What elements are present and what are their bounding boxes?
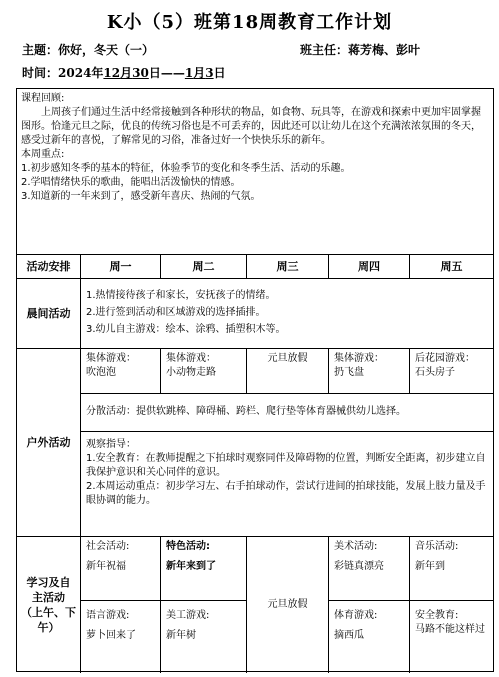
topic-line bbox=[22, 41, 154, 58]
game-name: 小动物走路 bbox=[166, 367, 216, 378]
activity-name: 新年祝福 bbox=[86, 561, 126, 572]
outdoor-label: 户外活动 bbox=[17, 349, 81, 537]
learning-tue-bottom bbox=[161, 601, 247, 673]
outdoor-game-tue bbox=[161, 349, 247, 394]
time-day-word: 日 bbox=[213, 66, 226, 80]
time-day-end: 3 bbox=[205, 66, 214, 80]
header-thu: 周四 bbox=[329, 255, 410, 279]
game-name: 吹泡泡 bbox=[86, 367, 116, 378]
topic-value: 你好，冬天（一） bbox=[58, 43, 155, 57]
activity-title: 美工游戏: bbox=[166, 610, 210, 621]
intro-section bbox=[17, 89, 493, 255]
game-title: 集体游戏： bbox=[86, 353, 136, 364]
outdoor-game-fri bbox=[410, 349, 493, 394]
morning-content bbox=[81, 279, 493, 349]
outdoor-guidance bbox=[81, 432, 493, 537]
learning-wed: 元旦放假 bbox=[247, 537, 329, 673]
learning-mon-top bbox=[81, 537, 161, 601]
activity-title: 语言游戏: bbox=[86, 610, 130, 621]
learning-label-line: 主活动 bbox=[32, 591, 65, 604]
plan-table bbox=[16, 88, 494, 672]
morning-item: 2.进行签到活动和区域游戏的选择插排。 bbox=[86, 307, 266, 318]
time-day-start: 30 bbox=[132, 66, 149, 80]
activity-name: 新年来到了 bbox=[166, 561, 216, 572]
learning-thu-bottom bbox=[329, 601, 410, 673]
time-month-word-end: 月 bbox=[193, 66, 206, 80]
teachers-line bbox=[300, 41, 420, 58]
activity-title: 美术活动: bbox=[334, 541, 378, 552]
game-name: 石头房子 bbox=[415, 367, 455, 378]
header-activity: 活动安排 bbox=[17, 255, 81, 279]
activity-name: 马路不能这样过 bbox=[415, 624, 485, 635]
learning-thu-top bbox=[329, 537, 410, 601]
topic-label: 主题： bbox=[22, 43, 59, 57]
outdoor-game-mon bbox=[81, 349, 161, 394]
learning-label-line: （上午、下 bbox=[21, 606, 76, 619]
focus-item: 3.知道新的一年来到了，感受新年喜庆、热闹的气氛。 bbox=[21, 191, 261, 202]
activity-title: 体育游戏: bbox=[334, 610, 378, 621]
header-mon: 周一 bbox=[81, 255, 161, 279]
time-line bbox=[22, 64, 226, 81]
focus-item: 1.初步感知冬季的基本的特征，体验季节的变化和冬季生活、活动的乐趣。 bbox=[21, 163, 351, 174]
learning-fri-top bbox=[410, 537, 493, 601]
morning-item: 3.幼儿自主游戏：绘本、涂鸦、插塑积木等。 bbox=[86, 324, 286, 335]
review-paragraph: 上周孩子们通过生活中经常接触到各种形状的物品，如食物、玩具等，在游戏和探索中更加牢固掌握图形。恰逢元旦之际，优良的传统习俗也是不可丢弃的，因此还可以让幼儿在这个充满浓浓氛围的冬天，感受过新年的喜悦，了解常见的习俗，准备过好一个快快乐乐的新年。 bbox=[21, 107, 481, 146]
time-label: 时间： bbox=[22, 66, 59, 80]
teachers-value: 蒋芳梅、彭叶 bbox=[348, 43, 421, 57]
activity-name: 彩链真漂亮 bbox=[334, 561, 384, 572]
time-month-word: 月 bbox=[120, 66, 133, 80]
game-name: 扔飞盘 bbox=[334, 367, 364, 378]
game-title: 集体游戏： bbox=[334, 353, 384, 364]
activity-title: 特色活动: bbox=[166, 541, 210, 552]
time-month-end: 1 bbox=[184, 66, 194, 80]
learning-mon-bottom bbox=[81, 601, 161, 673]
focus-item: 2.学唱情绪快乐的歌曲，能唱出活泼愉快的情感。 bbox=[21, 177, 241, 188]
activity-title: 音乐活动: bbox=[415, 541, 459, 552]
activity-name: 萝卜回来了 bbox=[86, 630, 136, 641]
page-title: K小（5）班第18周教育工作计划 bbox=[106, 12, 393, 33]
activity-name: 新年树 bbox=[166, 630, 196, 641]
game-title: 后花园游戏： bbox=[415, 353, 475, 364]
header-wed: 周三 bbox=[247, 255, 329, 279]
activity-title: 社会活动: bbox=[86, 541, 130, 552]
outdoor-group-activity: 分散活动：提供软跳棒、障碍桶、跨栏、爬行垫等体育器械供幼儿选择。 bbox=[81, 394, 493, 432]
game-title: 元旦放假 bbox=[267, 353, 308, 364]
outdoor-game-wed bbox=[247, 349, 329, 394]
time-year: 2024年 bbox=[58, 66, 104, 80]
learning-fri-bottom bbox=[410, 601, 493, 673]
header-fri: 周五 bbox=[410, 255, 493, 279]
learning-label-line: 学习及自 bbox=[26, 576, 71, 589]
learning-label-line: 午） bbox=[37, 621, 60, 634]
teachers-label: 班主任： bbox=[300, 43, 349, 57]
header-tue: 周二 bbox=[161, 255, 247, 279]
morning-label: 晨间活动 bbox=[17, 279, 81, 349]
focus-heading: 本周重点: bbox=[21, 149, 65, 160]
morning-item: 1.热情接待孩子和家长，安抚孩子的情绪。 bbox=[86, 290, 276, 301]
outdoor-game-thu bbox=[329, 349, 410, 394]
learning-tue-top bbox=[161, 537, 247, 601]
game-title: 集体游戏： bbox=[166, 353, 216, 364]
guidance-heading: 观察指导： bbox=[86, 439, 136, 450]
activity-name: 摘西瓜 bbox=[334, 630, 364, 641]
activity-name: 新年到 bbox=[415, 561, 445, 572]
activity-title: 安全教育: bbox=[415, 610, 459, 621]
time-separator: 日—— bbox=[148, 66, 185, 80]
learning-label bbox=[17, 537, 81, 673]
review-heading: 课程回顾: bbox=[21, 93, 65, 104]
time-month-start: 12 bbox=[103, 66, 121, 80]
guidance-item: 2.本周运动重点：初步学习左、右手拍球动作，尝试行进间的拍球技能，发展上肢力量及手眼协调的能力。 bbox=[86, 481, 486, 506]
guidance-item: 1.安全教育：在教师提醒之下拍球时观察同伴及障碍物的位置，判断安全距离，初步建立自我保护意识和关心同伴的意识。 bbox=[86, 453, 486, 478]
